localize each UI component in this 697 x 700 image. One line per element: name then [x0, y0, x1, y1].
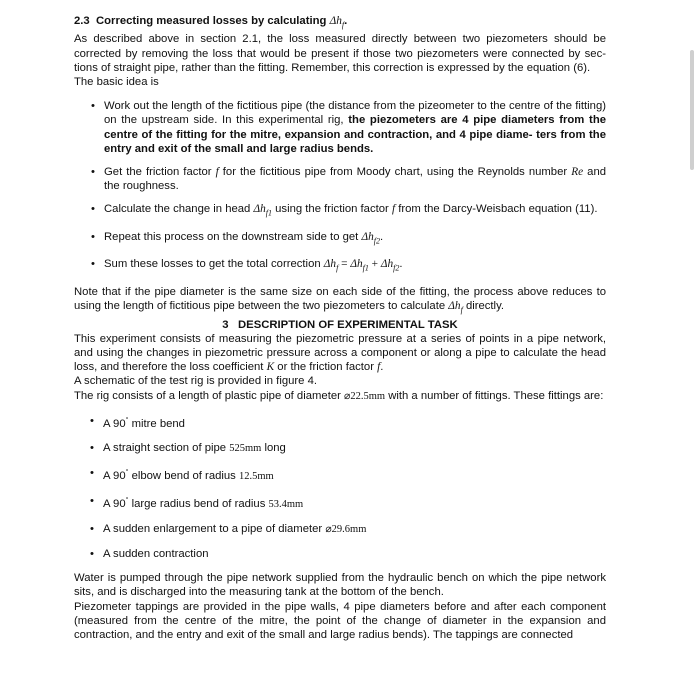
bullet-icon: • — [91, 166, 95, 179]
paragraph-correction-intro: As described above in section 2.1, the loss measured directly between two piezometers should be corrected by removing the loss that would be present if those two piezometers were connected by sec- tions of straight pipe, rather than the fitting. Remember, this correction is expressed by the equation (6). — [74, 33, 606, 74]
paragraph-basic-idea: The basic idea is — [74, 76, 159, 89]
paragraph-note: Note that if the pipe diameter is the same size on each side of the fitting, the process above reduces to using the length of fictitious pipe between the two piezometers to calculate $\Delta h_f$ directly. — [74, 285, 606, 315]
list-item: • Work out the length of the fictitious pipe (the distance from the pizeometer to the centre of the fitting) on the upstream side. In this experimental rig, the piezometers are 4 pipe diameters from the centre of the fitting for the mitre, expansion and contraction, and 4 pipe diame- ters from the entry and exit of the small and large radius bends. — [91, 100, 606, 155]
list-item: • A sudden contraction — [90, 548, 209, 561]
paragraph-rig: The rig consists of a length of plastic pipe of diameter ⌀22.5mm with a number of fittings. These fittings are: — [74, 389, 604, 402]
section-heading-3: 3 DESCRIPTION OF EXPERIMENTAL TASK — [222, 318, 458, 331]
list-item: • Get the friction factor f for the fictitious pipe from Moody chart, using the Reynolds number Re and the roughness. — [91, 166, 607, 193]
list-item: • Repeat this process on the downstream side to get $\Delta h_{f2}$. — [91, 230, 384, 246]
bullet-icon: • — [91, 100, 95, 113]
list-item: • Sum these losses to get the total correction $\Delta h_f = \Delta h_{f1} + \Delta h_{f2}$. — [91, 258, 403, 273]
paragraph-experiment-overview: This experiment consists of measuring the piezometric pressure at a series of points in a pipe network, and using the changes in piezometric pressure across a component or along a pipe to calculate the head loss, and therefore the loss coefficient K or the friction factor f. — [74, 332, 606, 374]
bullet-icon: • — [90, 466, 94, 479]
paragraph-schematic-ref: A schematic of the test rig is provided in figure 4. — [74, 375, 318, 388]
paragraph-water-supply: Water is pumped through the pipe network supplied from the hydraulic bench on which the pipe network sits, and is discharged into the measuring tank at the bottom of the bench. — [74, 572, 606, 599]
document-content — [74, 14, 606, 642]
list-item: • A 90° elbow bend of radius 12.5mm — [90, 466, 274, 482]
bullet-icon: • — [91, 230, 95, 243]
bullet-icon: • — [90, 522, 94, 535]
section-heading-2-3: 2.3 Correcting measured losses by calculating $\Delta h_f$. — [74, 15, 348, 30]
fittings-list — [74, 414, 606, 562]
list-item: • A 90° large radius bend of radius 53.4mm — [90, 494, 304, 510]
bullet-icon: • — [91, 258, 95, 271]
scrollbar-thumb[interactable] — [690, 50, 694, 170]
list-item: • A straight section of pipe 525mm long — [90, 441, 286, 454]
bullet-icon: • — [90, 441, 94, 454]
bullet-icon: • — [90, 548, 94, 561]
paragraph-piezometer-tappings: Piezometer tappings are provided in the pipe walls, 4 pipe diameters before and after each component (measured from the centre of the mitre, the point of the change of diameter in the expansion and contraction, and the entry and exit of the small and large radius bends). The tappings are connected — [74, 600, 606, 642]
list-item: • A sudden enlargement to a pipe of diameter ⌀29.6mm — [90, 522, 367, 535]
bullet-icon: • — [90, 414, 94, 427]
list-item: • A 90° mitre bend — [90, 414, 185, 430]
steps-list — [74, 99, 606, 276]
list-item: • Calculate the change in head $\Delta h_{f1}$ using the friction factor f from the Darcy-Weisbach equation (11). — [91, 203, 598, 218]
bullet-icon: • — [90, 494, 94, 507]
bullet-icon: • — [91, 203, 95, 216]
